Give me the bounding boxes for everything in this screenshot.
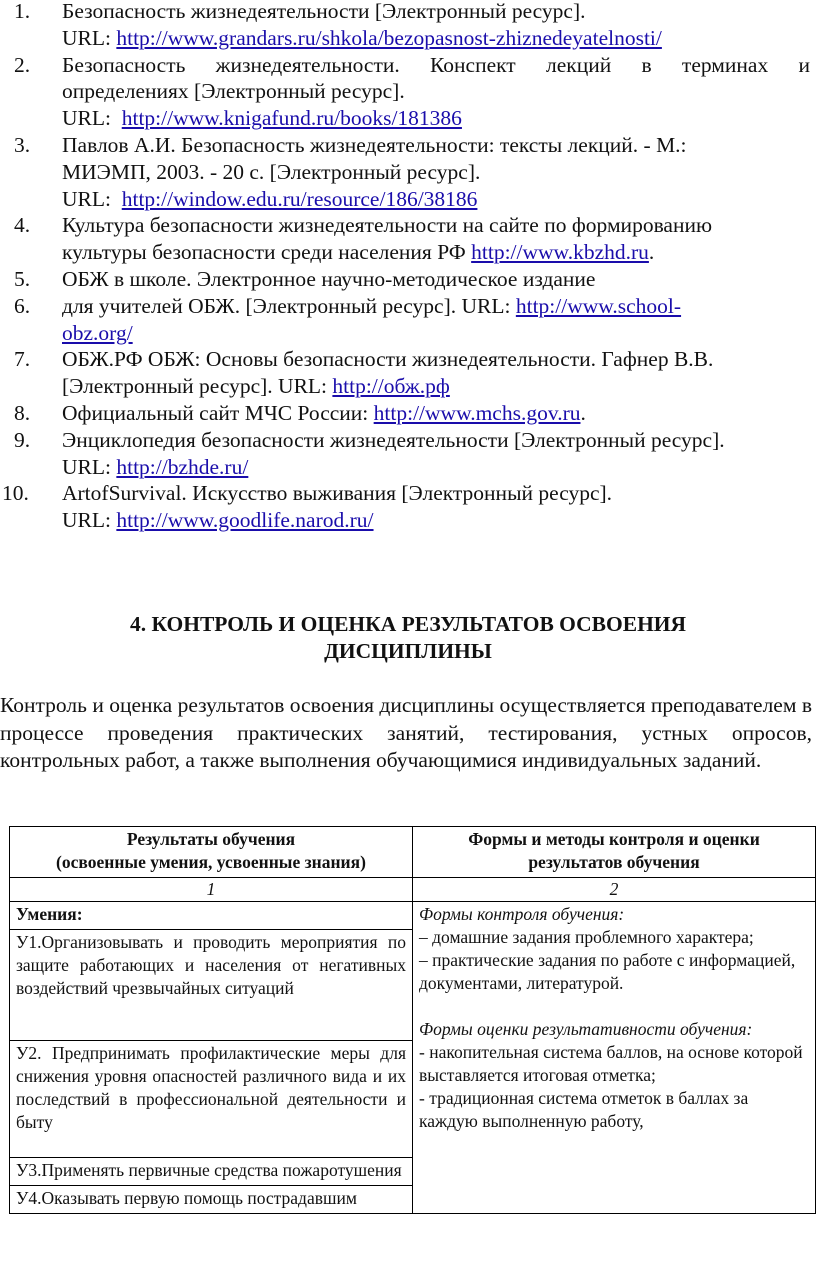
reference-item-3 <box>0 132 816 212</box>
skill-item-4: У4.Оказывать первую помощь пострадавшим <box>10 1186 413 1214</box>
section-heading-line-1: 4. КОНТРОЛЬ И ОЦЕНКА РЕЗУЛЬТАТОВ ОСВОЕНИЯ <box>129 612 687 636</box>
reference-suffix: . <box>580 400 586 425</box>
control-form-item: – практические задания по работе с информацией, документами, литературой. <box>419 950 796 993</box>
reference-item-1 <box>0 0 816 52</box>
assessment-form-item: - традиционная система отметок в баллах за каждую выполненную работу, <box>419 1088 749 1131</box>
section-heading <box>0 611 816 665</box>
column-index-2: 2 <box>413 878 816 902</box>
reference-text: Безопасность жизнедеятельности [Электронный ресурс]. <box>62 0 586 23</box>
table-header-cell-2 <box>413 827 816 878</box>
table-index-row <box>10 878 816 902</box>
reference-number: 6. <box>14 293 31 318</box>
column-index-1: 1 <box>10 878 413 902</box>
reference-link[interactable]: http://www.grandars.ru/shkola/bezopasnost-zhiznedeyatelnosti/ <box>116 25 662 50</box>
header-line: результатов обучения <box>528 852 700 872</box>
reference-number: 2. <box>14 52 31 77</box>
reference-link[interactable]: http://обж.рф <box>332 374 450 399</box>
table-header-row <box>10 827 816 878</box>
reference-item-5 <box>0 266 816 293</box>
skills-label: Умения: <box>10 902 413 930</box>
reference-number: 8. <box>14 400 31 425</box>
section-heading-line-2: ДИСЦИПЛИНЫ <box>324 639 492 663</box>
skill-item-1: У1.Организовывать и проводить мероприятия по защите работающих и населения от негативных воздействий чрезвычайных ситуаций <box>10 930 413 1041</box>
reference-text: ArtofSurvival. Искусство выживания [Электронный ресурс]. <box>62 481 613 506</box>
reference-text: [Электронный ресурс]. URL: <box>62 374 333 399</box>
reference-number: 1. <box>14 0 31 23</box>
reference-number: 10. <box>2 481 29 506</box>
reference-number: 9. <box>14 427 31 452</box>
table-row <box>10 902 816 930</box>
reference-text: определениях [Электронный ресурс]. <box>62 79 405 104</box>
reference-item-4 <box>0 212 816 266</box>
section-paragraph: Контроль и оценка результатов освоения дисциплины осуществляется преподавателем в процессе проведения практических занятий, тестирования, устных опросов, контрольных работ, а также выполнения обучающимися индивидуальных заданий. <box>0 693 812 772</box>
header-line: Результаты обучения <box>126 829 296 849</box>
reference-link[interactable]: http://www.school- <box>515 293 682 318</box>
header-line: Формы и методы контроля и оценки <box>468 829 760 849</box>
url-prefix: URL: <box>62 454 117 479</box>
url-prefix: URL: <box>62 508 117 533</box>
assessment-form-item: - накопительная система баллов, на основе которой выставляется итоговая отметка; <box>419 1042 803 1085</box>
reference-number: 4. <box>14 213 31 238</box>
header-line: (освоенные умения, усвоенные знания) <box>56 852 366 872</box>
reference-link[interactable]: http://www.kbzhd.ru <box>471 240 649 265</box>
reference-item-6 <box>0 293 816 347</box>
reference-number: 7. <box>14 347 31 372</box>
reference-text: для учителей ОБЖ. [Электронный ресурс]. URL: <box>62 293 516 318</box>
reference-number: 3. <box>14 132 31 157</box>
reference-link[interactable]: http://window.edu.ru/resource/186/38186 <box>121 186 478 211</box>
assessment-table <box>9 826 816 1214</box>
reference-text: Официальный сайт МЧС России: <box>62 400 374 425</box>
reference-item-7 <box>0 346 816 400</box>
reference-suffix: . <box>648 240 655 265</box>
reference-text: Энциклопедия безопасности жизнедеятельности [Электронный ресурс]. <box>62 427 725 452</box>
reference-text: ОБЖ.РФ ОБЖ: Основы безопасности жизнедеятельности. Гафнер В.В. <box>62 347 714 372</box>
reference-item-9 <box>0 427 816 481</box>
control-forms-title: Формы контроля обучения: <box>419 904 625 924</box>
reference-number: 5. <box>14 266 31 291</box>
reference-text: ОБЖ в школе. Электронное научно-методическое издание <box>62 266 596 291</box>
reference-link[interactable]: http://www.goodlife.narod.ru/ <box>116 508 374 533</box>
reference-item-10 <box>0 480 816 534</box>
reference-text: культуры безопасности среди населения РФ <box>62 240 472 265</box>
reference-link[interactable]: http://bzhde.ru/ <box>116 454 249 479</box>
skill-item-2: У2. Предпринимать профилактические меры для снижения уровня опасностей различного вида и их последствий в профессиональной деятельности и быту <box>10 1041 413 1158</box>
reference-list <box>0 0 816 534</box>
assessment-forms-title: Формы оценки результативности обучения: <box>419 1019 753 1039</box>
skill-item-3: У3.Применять первичные средства пожаротушения <box>10 1158 413 1186</box>
table-header-cell-1 <box>10 827 413 878</box>
url-prefix: URL: <box>62 186 117 211</box>
url-prefix: URL: <box>62 25 117 50</box>
reference-link-continued[interactable]: obz.org/ <box>62 320 133 345</box>
url-prefix: URL: <box>62 106 117 131</box>
reference-item-8 <box>0 400 816 427</box>
control-form-item: – домашние задания проблемного характера; <box>419 927 754 947</box>
reference-text: Безопасность жизнедеятельности. Конспект лекций в терминах и <box>62 52 810 77</box>
reference-text: Павлов А.И. Безопасность жизнедеятельности: тексты лекций. - М.: <box>62 132 687 157</box>
reference-item-2 <box>0 52 816 132</box>
control-methods-cell <box>413 902 816 1214</box>
reference-link[interactable]: http://www.knigafund.ru/books/181386 <box>121 106 462 131</box>
reference-text: Культура безопасности жизнедеятельности на сайте по формированию <box>62 213 713 238</box>
reference-text: МИЭМП, 2003. - 20 с. [Электронный ресурс]. <box>62 159 481 184</box>
reference-link[interactable]: http://www.mchs.gov.ru <box>373 400 581 425</box>
